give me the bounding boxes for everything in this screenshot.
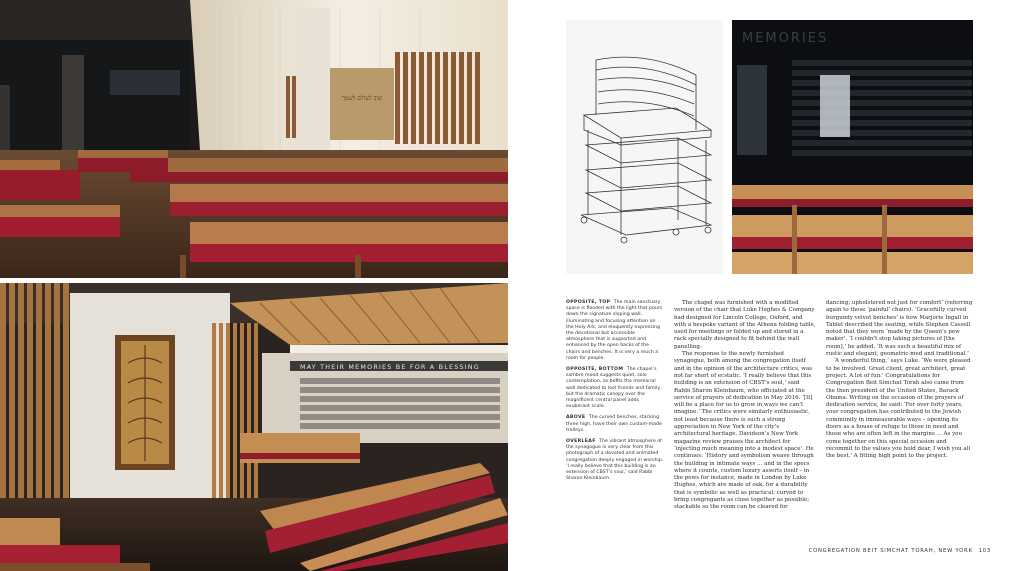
body-column-1 (674, 300, 816, 512)
chapel-banner-text: MAY THEIR MEMORIES BE FOR A BLESSING (300, 363, 480, 371)
memorial-illustration (732, 20, 973, 274)
memorial-wall-text: MEMORIES (742, 31, 829, 46)
bench-trolley-illustration (566, 20, 723, 274)
body-paragraph: dancing; upholstered not just for comfort’ (referring again to those ‘painful’ chairs). ‘Gracefully curved burgundy velvet benches’ is how Marjorie Ingall in Tablet described the seating, while Stephen Cassell noted that they were ‘made by the Queen’s pew maker’. ‘I couldn’t stop taking pictures of [the room],’ he added. ‘It was such a beautiful mix of rustic and elegant, geometric-med and traditional.’ (826, 300, 973, 358)
memorial-wall-photo (732, 20, 973, 274)
ark-inscription: שוב לעולם לשמך (341, 95, 383, 102)
body-paragraph: The response to the newly furnished synagogue, both among the congregation itself and in the opinion of the architecture critics, was not far short of ecstatic. ‘I really believe that this building is an extension of CBST’s soul,’ said Rabbi Sharon Kleinbaum, who officiated at the service of prayers of dedication in May 2016. ‘[It] will be a place for us to grow in ways we can’t imagine.’ The critics were similarly enthusiastic, not least because there is such a strong appreciation in New York of the city’s architectural heritage. Davidson’s New York magazine review praises the architect for ‘injecting much meaning into a modest space’. He continues: ‘History and symbolism weave through the building in intimate ways ... and in the specs where it counts, custom luxury asserts itself – in the pews for instance, made in London by Luke Hughes, which are made of oak, for a durability that is symbolic as well as practical; curved to bring congregants as close together as possible; stackable so the room can be cleared for (674, 351, 814, 511)
caption-opposite-top: OPPOSITE, TOP The main sanctuary space is flooded with the light that pours down the signature sloping wall, illuminating and focusing attention on the Holy Ark, and eloquently expressing the devotional but accessible atmosphere that is supported and enhanced by the open backs of the chairs and benches. It is very a much a room for people. (566, 300, 663, 361)
body-paragraph: The chapel was furnished with a modified version of the chair that Luke Hughes & Company had designed for Lincoln College, Oxford, and with a bespoke variant of the Athena folding table, used for meetings or folded up and stored in a rack specially designed to fit behind the wall panelling. (674, 300, 816, 350)
caption-opposite-bottom: OPPOSITE, BOTTOM The chapel’s sombre mood suggests quiet, solo contemplation, as befits the memorial wall dedicated to lost friends and family, but the dramatic canopy over the magnificent central panel adds exuberant scale. (566, 367, 662, 410)
chapel-photo (0, 283, 508, 571)
caption-overleaf: OVERLEAF The vibrant atmosphere of the synagogue is very clear from this photograph of a devoted and animated congregation deeply engaged in worship. ‘I really believe that this building is an extension of CBST’s soul,’ said Rabbi Sharon Kleinbaum. (566, 439, 664, 482)
page-footer (700, 548, 991, 554)
chapel-illustration (0, 283, 508, 571)
bench-trolley-drawing (566, 20, 723, 274)
running-head: CONGREGATION BEIT SIMCHAT TORAH, NEW YORK (808, 548, 973, 554)
page-number: 103 (978, 548, 991, 554)
body-column-2 (826, 300, 974, 461)
photo-captions (566, 300, 664, 487)
sanctuary-photo (0, 0, 508, 278)
sanctuary-illustration (0, 0, 508, 278)
caption-above: ABOVE The curved benches, stacking three high, have their own custom-made trolleys. (566, 415, 662, 433)
body-paragraph: ‘A wonderful thing,’ says Luke. ‘We were pleased to be involved. Great client, great architect, great project. A lot of fun.’ Congratulations for Congregation Beit Simchat Torah also came from the then president of the United States, Barack Obama. Writing on the occasion of the prayers of dedication service, he said: ‘For over forty years, your congregation has contributed to the Jewish community in immeasurable ways – opening its doors as a house of refuge to those in need and those who are often left in the margins ... As you come together on this special occasion and recommit to the values you hold dear, I wish you all the best.’ A fitting high point to the project. (826, 358, 971, 460)
